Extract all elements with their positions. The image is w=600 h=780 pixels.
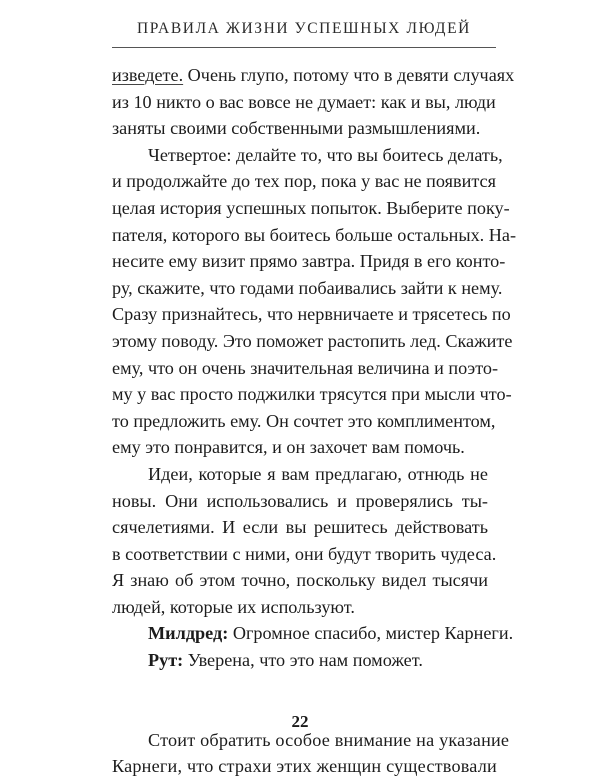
text-line: то предложить ему. Он сочтет это комплиментом, <box>112 410 496 431</box>
text-line: из 10 никто о вас вовсе не думает: как и вы, люди <box>112 91 496 112</box>
running-head-title: ПРАВИЛА ЖИЗНИ УСПЕШНЫХ ЛЮДЕЙ <box>137 20 471 37</box>
text-line: му у вас просто поджилки трясутся при мысли что- <box>112 384 512 405</box>
text-line: и продолжайте до тех пор, пока у вас не появится <box>112 171 496 192</box>
text-line: этому поводу. Это поможет растопить лед. Скажите <box>112 330 513 351</box>
text-line: несите ему визит прямо завтра. Придя в его конто- <box>112 251 506 272</box>
text-line: Идеи, которые я вам предлагаю, отнюдь не <box>148 463 488 484</box>
paragraph-ideas <box>112 461 497 621</box>
paragraph-continuation <box>112 62 515 142</box>
header-rule-divider <box>112 47 496 48</box>
text-line: ру, скажите, что годами побаивались зайти к нему. <box>112 277 503 298</box>
text-line: новы. Они использовались и проверялись ты- <box>112 490 488 511</box>
text-line: Стоит обратить особое внимание на указание <box>148 729 510 750</box>
text-line: в соответствии с ними, они будут творить чудеса. <box>112 543 497 564</box>
speaker-name: Милдред: <box>148 623 229 644</box>
text-line: сячелетиями. И если вы решитесь действовать <box>112 517 488 538</box>
text-line: заняты своими собственными размышлениями. <box>112 118 481 139</box>
text-line: пателя, которого вы боитесь больше остальных. На- <box>112 224 517 245</box>
paragraph-commentary <box>112 727 510 780</box>
paragraph-fourth-rule <box>112 142 517 461</box>
dialogue-block <box>112 620 514 673</box>
dialogue-line: Рут: Уверена, что это нам поможет. <box>148 650 423 671</box>
text-line: Четвертое: делайте то, что вы боитесь делать, <box>148 144 503 165</box>
dialogue-line: Милдред: Огромное спасибо, мистер Карнеги. <box>148 623 514 644</box>
text-line: Карнеги, что страхи этих женщин существовали <box>112 756 497 777</box>
text-line: изведете. Очень глупо, потому что в девяти случаях <box>112 65 515 85</box>
page-number: 22 <box>291 712 309 731</box>
text-line: людей, которые их используют. <box>112 596 355 617</box>
text-line: Я знаю об этом точно, поскольку видел тысячи <box>112 570 488 591</box>
body-text <box>112 62 517 780</box>
underlined-word: изведете. <box>112 65 184 85</box>
text-line: целая история успешных попыток. Выберите поку- <box>112 197 510 218</box>
text-line: Сразу признайтесь, что нервничаете и трясетесь по <box>112 304 511 325</box>
text-line: ему, что он очень значительная величина и поэто- <box>112 357 499 378</box>
speaker-name: Рут: <box>148 650 184 671</box>
text-line: ему это понравится, и он захочет вам помочь. <box>112 437 465 458</box>
